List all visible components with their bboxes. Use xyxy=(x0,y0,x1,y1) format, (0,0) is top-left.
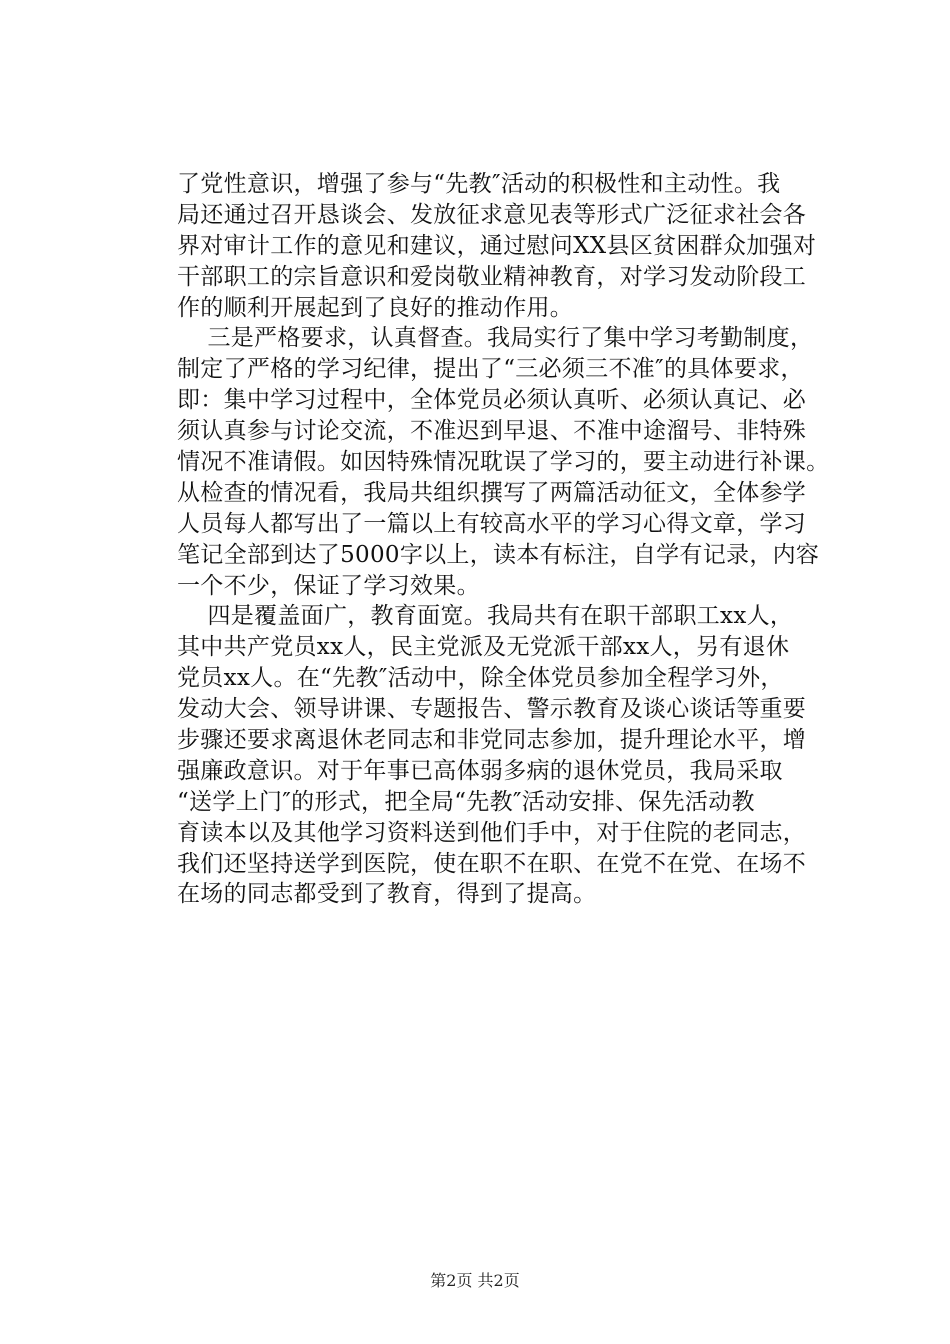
text-line: 步骤还要求离退休老同志和非党同志参加，提升理论水平，增 xyxy=(177,727,807,754)
page-footer xyxy=(0,1271,950,1291)
text-line: 局还通过召开恳谈会、发放征求意见表等形式广泛征求社会各 xyxy=(177,201,807,228)
text-line: 了党性意识，增强了参与“先教″活动的积极性和主动性。我 xyxy=(177,171,781,197)
text-line: 笔记全部到达了5000字以上，读本有标注，自学有记录，内容 xyxy=(177,541,820,568)
text-line: 人员每人都写出了一篇以上有较高水平的学习心得文章，学习 xyxy=(177,510,807,537)
text-line: 须认真参与讨论交流，不准迟到早退、不准中途溜号、非特殊 xyxy=(177,418,807,445)
text-line: “送学上门″的形式，把全局“先教″活动安排、保先活动教 xyxy=(177,788,755,815)
text-line: 党员xx人。在“先教″活动中，除全体党员参加全程学习外， xyxy=(177,665,784,692)
text-line: 即：集中学习过程中，全体党员必须认真听、必须认真记、必 xyxy=(177,387,807,414)
text-line: 其中共产党员xx人，民主党派及无党派干部xx人，另有退休 xyxy=(177,634,790,661)
text-line: 情况不准请假。如因特殊情况耽误了学习的，要主动进行补课。 xyxy=(177,449,830,476)
text-line: 作的顺利开展起到了良好的推动作用。 xyxy=(177,294,574,321)
text-line: 三是严格要求，认真督查。我局实行了集中学习考勤制度， xyxy=(177,325,814,352)
text-line: 界对审计工作的意见和建议，通过慰问XX县区贫困群众加强对 xyxy=(177,232,817,259)
text-line: 发动大会、领导讲课、专题报告、警示教育及谈心谈话等重要 xyxy=(177,696,807,723)
text-line: 四是覆盖面广，教育面宽。我局共有在职干部职工xx人， xyxy=(177,603,794,630)
page-number: 第2页 共2页 xyxy=(430,1271,520,1290)
body-text xyxy=(177,169,837,910)
text-line: 制定了严格的学习纪律，提出了“三必须三不准″的具体要求， xyxy=(177,356,804,383)
text-line: 干部职工的宗旨意识和爱岗敬业精神教育，对学习发动阶段工 xyxy=(177,263,807,290)
text-line: 强廉政意识。对于年事已高体弱多病的退休党员，我局采取 xyxy=(177,757,783,784)
text-line: 一个不少，保证了学习效果。 xyxy=(177,572,480,599)
text-line: 育读本以及其他学习资料送到他们手中，对于住院的老同志， xyxy=(177,819,807,846)
text-line: 在场的同志都受到了教育，得到了提高。 xyxy=(177,881,597,908)
text-line: 从检查的情况看，我局共组织撰写了两篇活动征文，全体参学 xyxy=(177,479,807,506)
text-line: 我们还坚持送学到医院，使在职不在职、在党不在党、在场不 xyxy=(177,850,807,877)
